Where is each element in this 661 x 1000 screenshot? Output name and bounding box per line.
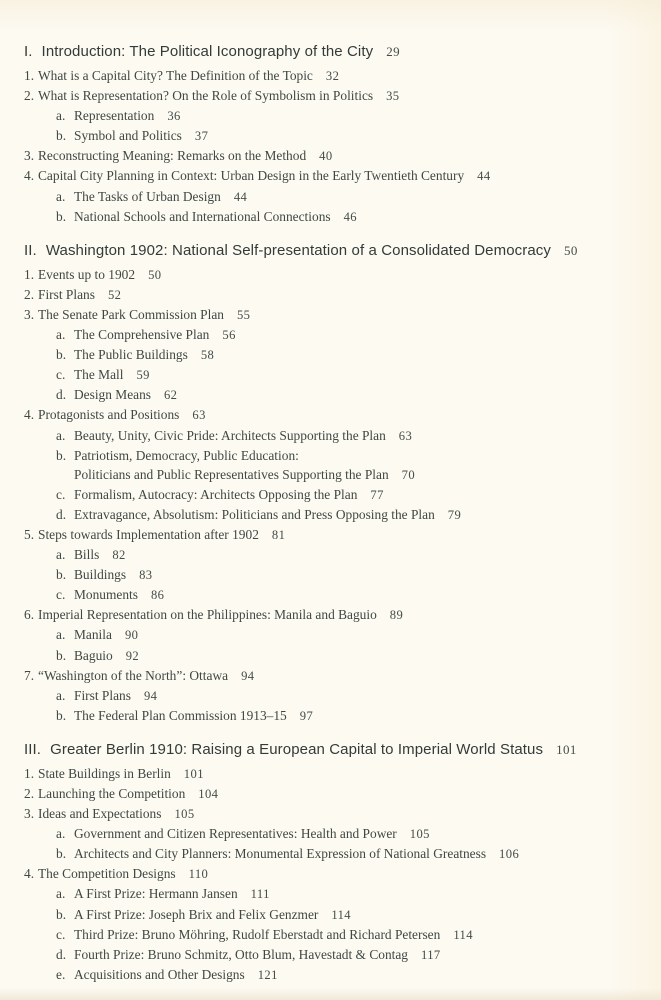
entry-title: Events up to 1902: [38, 266, 136, 282]
entry-title: Design Means: [74, 387, 151, 403]
toc-entry: [0, 905, 661, 925]
entry-page-number: 94: [241, 668, 255, 683]
entry-title: Patriotism, Democracy, Public Education:: [74, 447, 299, 463]
entry-title: Government and Citizen Representatives: Health and Power: [74, 826, 397, 842]
chapter-heading: [0, 240, 661, 261]
entry-title: The Public Buildings: [74, 347, 188, 363]
entry-title: A First Prize: Joseph Brix and Felix Genzmer: [74, 906, 319, 922]
entry-page-number: 32: [325, 69, 340, 83]
toc-entry: [0, 565, 661, 585]
toc-entry: [0, 965, 661, 985]
entry-marker: b.: [56, 707, 67, 723]
toc-entry: [0, 646, 661, 666]
entry-marker: 4.: [24, 866, 35, 882]
entry-marker: 4.: [24, 168, 35, 184]
toc-entry: [0, 844, 661, 864]
entry-page-number: 46: [343, 209, 358, 224]
entry-marker: a.: [56, 427, 66, 443]
entry-page-number: 89: [389, 608, 404, 623]
entry-page-number: 114: [453, 927, 473, 942]
entry-page-number: 106: [499, 847, 520, 862]
entry-marker: 3.: [24, 306, 35, 322]
entry-marker: c.: [56, 587, 66, 603]
entry-page-number: 40: [319, 149, 333, 164]
toc-entry: [0, 465, 661, 485]
entry-marker: c.: [56, 926, 66, 942]
entry-page-number: 77: [370, 487, 384, 502]
entry-marker: e.: [56, 966, 66, 982]
entry-page-number: 44: [477, 169, 491, 184]
chapter-number: III.: [24, 740, 42, 758]
toc-entry: [0, 485, 661, 505]
entry-page-number: 92: [125, 648, 140, 663]
toc-entry: [0, 426, 661, 446]
entry-marker: 1.: [24, 68, 35, 83]
entry-marker: b.: [56, 347, 67, 363]
entry-page-number: 37: [194, 129, 209, 144]
entry-title: Manila: [74, 627, 112, 643]
toc-entry: [0, 585, 661, 605]
entry-marker: b.: [56, 567, 67, 583]
entry-marker: b.: [56, 128, 67, 144]
toc-entry: [0, 686, 661, 706]
entry-title: Monuments: [74, 587, 138, 603]
toc-entry: [0, 285, 661, 305]
toc-entry: [0, 345, 661, 365]
entry-marker: c.: [56, 367, 66, 383]
toc-entry: [0, 864, 661, 884]
chapter-page-number: 50: [563, 242, 578, 258]
toc-entry: [0, 86, 661, 106]
entry-page-number: 86: [150, 588, 165, 603]
entry-title: Politicians and Public Representatives Supporting the Plan: [74, 466, 389, 482]
entry-page-number: 82: [112, 548, 126, 563]
toc-entry: [0, 305, 661, 325]
entry-page-number: 55: [236, 307, 251, 322]
entry-title: Launching the Competition: [38, 786, 186, 801]
entry-page-number: 104: [198, 787, 219, 801]
entry-title: Bills: [74, 547, 100, 563]
toc-entry: [0, 925, 661, 945]
chapter-title: Greater Berlin 1910: Raising a European Capital to Imperial World Status: [50, 740, 544, 758]
entry-page-number: 117: [421, 947, 441, 962]
toc-entry: [0, 146, 661, 166]
entry-title: National Schools and International Connections: [74, 208, 331, 224]
toc-entry: [0, 525, 661, 545]
entry-title: Protagonists and Positions: [38, 407, 180, 423]
chapter-number: II.: [24, 241, 37, 259]
toc-entry: [0, 945, 661, 965]
toc-entry: [0, 365, 661, 385]
entry-page-number: 94: [143, 688, 158, 703]
toc-entry: [0, 405, 661, 425]
entry-page-number: 58: [200, 348, 215, 363]
toc-entry: [0, 265, 661, 285]
entry-page-number: 110: [188, 867, 209, 882]
entry-marker: 1.: [24, 765, 35, 781]
entry-title: Reconstructing Meaning: Remarks on the Method: [38, 148, 307, 164]
entry-title: Capital City Planning in Context: Urban Design in the Early Twentieth Century: [38, 168, 465, 184]
entry-title: Extravagance, Absolutism: Politicians and Press Opposing the Plan: [74, 506, 435, 522]
entry-marker: b.: [56, 647, 67, 663]
toc-entry: [0, 884, 661, 904]
entry-title: The Competition Designs: [38, 866, 176, 882]
entry-page-number: 52: [107, 287, 122, 302]
entry-title: The Federal Plan Commission 1913–15: [74, 707, 287, 723]
entry-title: Third Prize: Bruno Möhring, Rudolf Eberstadt and Richard Petersen: [74, 926, 441, 942]
entry-page-number: 35: [386, 89, 400, 104]
entry-title: Fourth Prize: Bruno Schmitz, Otto Blum, Havestadt & Contag: [74, 946, 408, 962]
entry-title: What is Representation? On the Role of Symbolism in Politics: [38, 88, 374, 104]
entry-marker: 1.: [24, 266, 35, 282]
entry-page-number: 79: [447, 507, 462, 522]
entry-marker: d.: [56, 506, 67, 522]
entry-page-number: 63: [192, 408, 206, 423]
entry-marker: a.: [56, 826, 66, 842]
entry-marker: c.: [56, 486, 66, 502]
entry-title: The Comprehensive Plan: [74, 327, 210, 343]
entry-marker: a.: [56, 327, 66, 343]
entry-marker: b.: [56, 208, 67, 224]
entry-page-number: 101: [183, 766, 204, 781]
entry-page-number: 70: [401, 467, 416, 482]
entry-title: The Senate Park Commission Plan: [38, 306, 224, 322]
toc-chapter: [0, 41, 661, 227]
toc-entry: [0, 187, 661, 207]
entry-marker: a.: [56, 886, 66, 902]
entry-title: Imperial Representation on the Philippines: Manila and Baguio: [38, 607, 377, 623]
toc-entry: [0, 824, 661, 844]
toc-entry: [0, 784, 661, 804]
entry-marker: 4.: [24, 407, 35, 423]
chapter-page-number: 29: [386, 44, 401, 59]
toc-entry: [0, 325, 661, 345]
entry-page-number: 111: [250, 887, 270, 902]
entry-page-number: 105: [174, 807, 195, 822]
entry-marker: a.: [56, 547, 66, 563]
toc-entry: [0, 66, 661, 86]
toc-entry: [0, 385, 661, 405]
entry-page-number: 36: [167, 109, 181, 124]
entry-page-number: 44: [233, 189, 248, 204]
entry-marker: a.: [56, 108, 66, 124]
entry-title: First Plans: [74, 687, 131, 703]
entry-title: A First Prize: Hermann Jansen: [74, 886, 238, 902]
entry-page-number: 62: [163, 388, 178, 403]
entry-marker: 2.: [24, 786, 35, 801]
toc-entry: [0, 625, 661, 645]
entry-marker: d.: [56, 387, 67, 403]
entry-marker: 5.: [24, 526, 35, 542]
toc-entry: [0, 106, 661, 126]
entry-marker: 2.: [24, 286, 35, 302]
toc-chapter: [0, 739, 661, 985]
entry-marker: a.: [56, 627, 66, 643]
entry-marker: 3.: [24, 148, 35, 164]
entry-marker: b.: [56, 846, 67, 862]
toc-entry: [0, 545, 661, 565]
toc-chapter: [0, 240, 661, 726]
entry-title: Ideas and Expectations: [38, 806, 162, 822]
entry-marker: b.: [56, 906, 67, 922]
entry-marker: 6.: [24, 607, 35, 623]
entry-page-number: 63: [398, 428, 413, 443]
toc-entry: [0, 804, 661, 824]
entry-page-number: 105: [409, 827, 430, 842]
chapter-heading: [0, 739, 661, 760]
entry-page-number: 50: [148, 267, 162, 282]
chapter-title: Washington 1902: National Self-presentation of a Consolidated Democracy: [45, 241, 551, 259]
toc-entry: [0, 166, 661, 186]
entry-page-number: 81: [271, 527, 286, 542]
toc-entry: [0, 706, 661, 726]
toc-entry: [0, 207, 661, 227]
entry-page-number: 56: [222, 328, 236, 343]
entry-title: The Mall: [74, 367, 124, 383]
entry-title: The Tasks of Urban Design: [74, 188, 221, 204]
chapter-title: Introduction: The Political Iconography of the City: [41, 43, 374, 60]
chapter-page-number: 101: [556, 741, 577, 757]
entry-marker: a.: [56, 188, 66, 204]
toc-entry: [0, 666, 661, 686]
entry-title: Representation: [74, 108, 155, 124]
toc-entry: [0, 505, 661, 525]
entry-marker: 7.: [24, 667, 35, 683]
entry-title: First Plans: [38, 286, 95, 302]
toc-entry: [0, 764, 661, 784]
entry-marker: b.: [56, 447, 67, 463]
entry-title: Architects and City Planners: Monumental Expression of National Greatness: [74, 846, 487, 862]
entry-marker: d.: [56, 946, 67, 962]
entry-title: Beauty, Unity, Civic Pride: Architects Supporting the Plan: [74, 427, 386, 443]
entry-marker: 3.: [24, 806, 35, 822]
toc-entry: [0, 605, 661, 625]
entry-page-number: 97: [299, 708, 314, 723]
entry-title: Acquisitions and Other Designs: [74, 966, 245, 982]
entry-marker: a.: [56, 687, 66, 703]
entry-title: Baguio: [74, 647, 113, 663]
entry-page-number: 114: [331, 907, 351, 922]
toc-entry: [0, 126, 661, 146]
entry-page-number: 90: [124, 628, 139, 643]
entry-title: Formalism, Autocracy: Architects Opposing the Plan: [74, 486, 358, 502]
entry-title: State Buildings in Berlin: [38, 765, 171, 781]
entry-title: Symbol and Politics: [74, 128, 182, 144]
entry-title: Buildings: [74, 567, 127, 583]
entry-page-number: 121: [257, 967, 278, 982]
chapter-heading: [0, 41, 661, 62]
entry-page-number: 59: [136, 368, 150, 383]
toc-entry: [0, 446, 661, 465]
chapter-number: I.: [24, 43, 33, 60]
entry-page-number: 83: [139, 568, 153, 583]
entry-title: “Washington of the North”: Ottawa: [38, 667, 229, 683]
entry-title: Steps towards Implementation after 1902: [38, 526, 259, 542]
entry-marker: 2.: [24, 88, 35, 104]
entry-title: What is a Capital City? The Definition of the Topic: [38, 68, 313, 83]
